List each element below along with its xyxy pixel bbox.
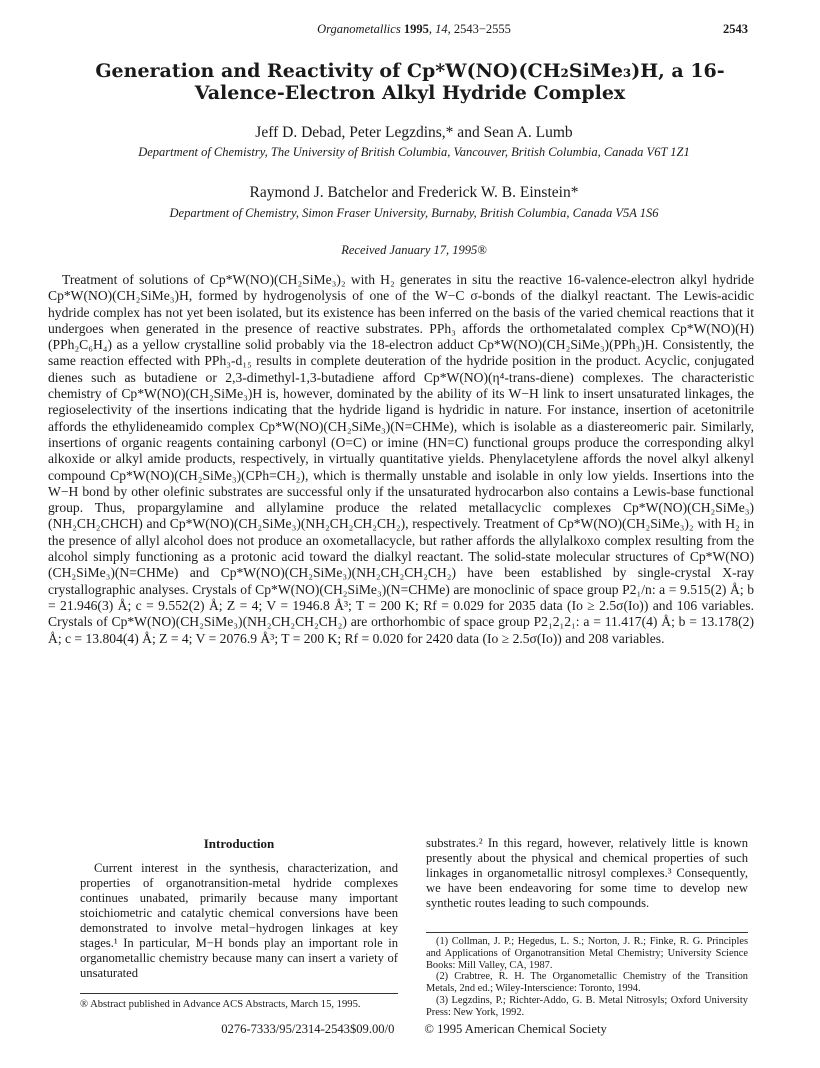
running-header (80, 22, 748, 40)
author-list-1: Jeff D. Debad, Peter Legzdins,* and Sean A. Lumb (255, 124, 573, 141)
intro-left-column (80, 836, 398, 981)
abstract-text: Treatment of solutions of Cp*W(NO)(CH₂SiMe₃)₂ with H₂ generates in situ the reactive 16-valence-electron alkyl hydride Cp*W(NO)(CH₂SiMe₃)H, formed by hydrogenolysis of one of the W−C σ-bonds of the dialkyl reactant. The Lewis-acidic hydride complex has not yet been isolated, but its existence has been inferred on the basis of the varied chemical reactions that it undergoes when generated in the presence of reactive substrates. PPh₃ affords the orthometalated complex Cp*W(NO)(H)(PPh₂C₆H₄) as a yellow crystalline solid probably via the 18-electron adduct Cp*W(NO)(CH₂SiMe₃)(PPh₃)H. Consistently, the same reaction effected with PPh₃-d₁₅ results in complete deuteration of the hydride position in the product. Acyclic, conjugated dienes such as butadiene or 2,3-dimethyl-1,3-butadiene afford Cp*W(NO)(η⁴-trans-diene) complexes. The characteristic chemistry of Cp*W(NO)(CH₂SiMe₃)H is, however, dominated by the ability of its W−H link to insert unsaturated linkages, the regioselectivity of the insertions indicating that the hydride ligand is hydridic in nature. For instance, insertion of acetonitrile affords the ethylideneamido complex Cp*W(NO)(CH₂SiMe₃)(N=CHMe), which is isolable as a diastereomeric pair. Similarly, insertions of organic reagents containing carbonyl (O=C) or imine (HN=C) functional groups produce the corresponding alkyl alkoxide or alkyl amide products, respectively, in virtually quantitative yields. Phenylacetylene affords the novel alkyl alkenyl compound Cp*W(NO)(CH₂SiMe₃)(CPh=CH₂), which is thermally unstable and isolable in only low yields. Insertions into the W−H bond by other olefinic substrates are successful only if the unsaturated hydrocarbon also contains a Lewis-base functional group. Thus, propargylamine and allylamine produce the related metallacyclic complexes Cp*W(NO)(CH₂SiMe₃)(NH₂CH₂CHCH) and Cp*W(NO)(CH₂SiMe₃)(NH₂CH₂CH₂CH₂), respectively. Treatment of Cp*W(NO)(CH₂SiMe₃)₂ with H₂ in the presence of allyl alcohol does not produce an oxometallacycle, but rather affords the allylalkoxo complex resulting from the alcohol simply functioning as a protonic acid toward the dialkyl reactant. The solid-state molecular structures of Cp*W(NO)(CH₂SiMe₃)(N=CHMe) and Cp*W(NO)(CH₂SiMe₃)(NH₂CH₂CH₂CH₂) have been established by single-crystal X-ray crystallographic analyses. Crystals of Cp*W(NO)(CH₂SiMe₃)(N=CHMe) are monoclinic of space group P2₁/n: a = 9.515(2) Å; b = 21.946(3) Å; c = 9.552(2) Å; Z = 4; V = 1946.8 Å³; T = 200 K; Rf = 0.029 for 2035 data (Io ≥ 2.5σ(Io)) and 106 variables. Crystals of Cp*W(NO)(CH₂SiMe₃)(NH₂CH₂CH₂CH₂) are orthorhombic of space group P2₁2₁2₁: a = 11.417(4) Å; b = 13.178(2) Å; c = 13.804(4) Å; Z = 4; V = 2076.9 Å³; T = 200 K; Rf = 0.020 for 2420 data (Io ≥ 2.5σ(Io)) and 208 variables. (48, 272, 754, 646)
intro-paragraph-left: Current interest in the synthesis, characterization, and properties of organotransition-metal hydride complexes continues unabated, primarily because many important stoichiometric and catalytic chemical conversions have been demonstrated to involve metal−hydrogen linkages at key stages.¹ In particular, M−H bonds play an important role in organometallic chemistry because many can insert a variety of unsaturated (80, 861, 398, 980)
abstract (48, 272, 754, 647)
affiliation-1: Department of Chemistry, The University of British Columbia, Vancouver, British Columbia, Canada V6T 1Z1 (138, 145, 690, 159)
introduction-heading: Introduction (203, 836, 275, 851)
page-number: 2543 (723, 22, 748, 36)
footnote-rule-right (426, 932, 748, 933)
intro-right-column (426, 836, 748, 911)
journal-citation: Organometallics 1995, 14, 2543−2555 (317, 22, 511, 36)
reference-2: (2) Crabtree, R. H. The Organometallic Chemistry of the Transition Metals, 2nd ed.; Wiley-Interscience: Toronto, 1994. (426, 971, 748, 995)
page-footer (80, 1022, 748, 1037)
abstract-publication-note: ® Abstract published in Advance ACS Abstracts, March 15, 1995. (80, 999, 361, 1010)
footnote-rule-left (80, 993, 398, 994)
received-date: Received January 17, 1995® (341, 243, 487, 257)
article-title: Generation and Reactivity of Cp*W(NO)(CH₂SiMe₃)H, a 16-Valence-Electron Alkyl Hydride Complex (95, 60, 725, 104)
author-list-2: Raymond J. Batchelor and Frederick W. B. Einstein* (249, 184, 579, 201)
reference-1: (1) Collman, J. P.; Hegedus, L. S.; Norton, J. R.; Finke, R. G. Principles and Applications of Organotransition Metal Chemistry; University Science Books: Mill Valley, CA, 1987. (426, 936, 748, 971)
affiliation-2: Department of Chemistry, Simon Fraser University, Burnaby, British Columbia, Canada V5A 1S6 (169, 206, 659, 220)
article-code: 0276-7333/95/2314-2543$09.00/0 (221, 1022, 395, 1036)
reference-3: (3) Legzdins, P.; Richter-Addo, G. B. Metal Nitrosyls; Oxford University Press: New York, 1992. (426, 994, 748, 1018)
intro-paragraph-right: substrates.² In this regard, however, relatively little is known presently about the physical and chemical properties of such linkages in organometallic nitrosyl complexes.³ Consequently, we have been endeavoring for some time to develop new synthetic routes leading to such compounds. (426, 836, 748, 910)
references (426, 936, 748, 1019)
copyright-notice: © 1995 American Chemical Society (424, 1022, 607, 1036)
